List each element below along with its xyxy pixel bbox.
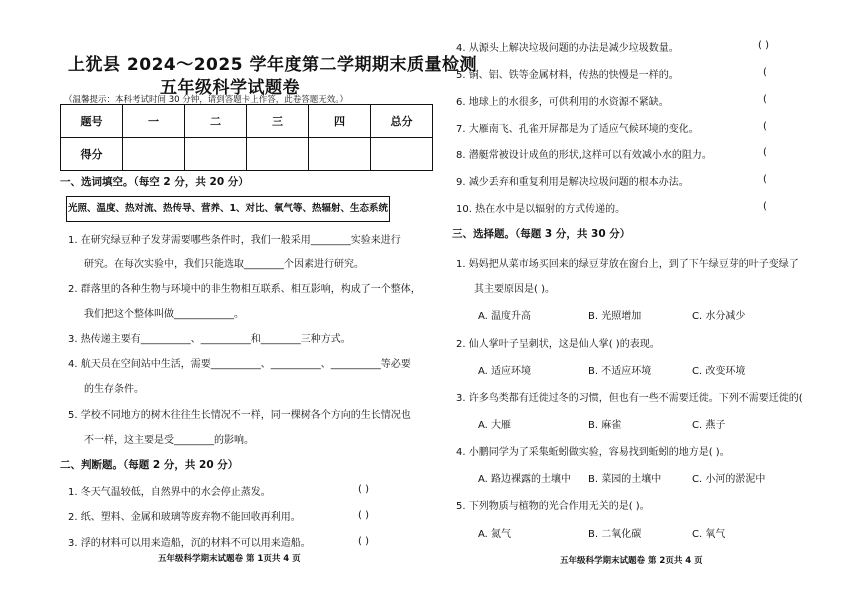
judge-question-10: 10. 热在水中是以辐射的方式传递的。 — [456, 204, 626, 215]
exam-title: 上犹县 2024～2025 学年度第二学期期末质量检测 — [68, 55, 477, 75]
choice-question-1-cont: 其主要原因是( )。 — [474, 284, 555, 295]
choice-3-option-b: B. 麻雀 — [588, 420, 622, 431]
answer-parentheses: ( — [763, 201, 767, 212]
judge-question-9: 9. 减少丢弃和重复利用是解决垃圾问题的根本办法。 — [456, 177, 689, 188]
score-cell — [309, 138, 371, 171]
score-cell — [123, 138, 185, 171]
judge-question-4: 4. 从源头上解决垃圾问题的办法是减少垃圾数量。 — [456, 43, 679, 54]
choice-1-option-b: B. 光照增加 — [588, 311, 642, 322]
judge-question-7: 7. 大雁南飞、孔雀开屏都是为了适应气候环境的变化。 — [456, 124, 699, 135]
exam-subtitle: 五年级科学试题卷 — [160, 78, 300, 98]
fill-question-3: 3. 热传递主要有__________、__________和________三种方式。 — [68, 334, 351, 345]
answer-parentheses: ( — [763, 147, 767, 158]
choice-5-option-c: C. 氧气 — [692, 529, 726, 540]
fill-question-5: 5. 学校不同地方的树木往往生长情况不一样，同一棵树各个方向的生长情况也 — [68, 410, 411, 421]
score-header-cell: 一 — [123, 105, 185, 138]
section-2-heading: 二、判断题。（每题 2 分，共 20 分） — [60, 459, 239, 471]
judge-question-6: 6. 地球上的水很多，可供利用的水资源不紧缺。 — [456, 97, 669, 108]
choice-3-option-a: A. 大雁 — [478, 420, 512, 431]
choice-question-5: 5. 下列物质与植物的光合作用无关的是( )。 — [456, 501, 650, 512]
answer-parentheses: ( — [763, 174, 767, 185]
judge-question-3: 3. 浮的材料可以用来造船，沉的材料不可以用来造船。 — [68, 538, 311, 549]
exam-hint: （温馨提示：本科考试时间 30 分钟，请到答题卡上作答，此卷答题无效。） — [64, 95, 348, 105]
answer-parentheses: ( ) — [758, 40, 769, 51]
score-row-label: 得分 — [61, 138, 123, 171]
fill-question-1: 1. 在研究绿豆种子发芽需要哪些条件时，我们一般采用________实验来进行 — [68, 235, 401, 246]
score-table-score-row — [61, 138, 433, 171]
fill-question-4: 4. 航天员在空间站中生活，需要__________、__________、__________等必要 — [68, 359, 411, 370]
fill-question-2: 2. 群落里的各种生物与环境中的非生物相互联系、相互影响，构成了一个整体， — [68, 284, 421, 295]
word-bank: 光照、温度、热对流、热传导、营养、1、对比、氧气等、热辐射、生态系统 — [66, 196, 390, 222]
judge-question-8: 8. 潜艇常被设计成鱼的形状,这样可以有效减小水的阻力。 — [456, 150, 712, 161]
choice-4-option-c: C. 小河的淤泥中 — [692, 474, 766, 485]
fill-question-2-cont: 我们把这个整体叫做____________。 — [84, 309, 244, 320]
score-header-cell: 题号 — [61, 105, 123, 138]
choice-1-option-c: C. 水分减少 — [692, 311, 746, 322]
choice-question-2: 2. 仙人掌叶子呈刺状，这是仙人掌( )的表现。 — [456, 339, 660, 350]
answer-parentheses: ( ) — [358, 484, 369, 495]
page-footer-left: 五年级科学期末试题卷 第 1页共 4 页 — [158, 554, 301, 564]
choice-2-option-c: C. 改变环境 — [692, 366, 746, 377]
choice-2-option-a: A. 适应环境 — [478, 366, 532, 377]
score-header-cell: 二 — [185, 105, 247, 138]
score-cell — [371, 138, 433, 171]
choice-5-option-b: B. 二氧化碳 — [588, 529, 642, 540]
judge-question-1: 1. 冬天气温较低，自然界中的水会停止蒸发。 — [68, 487, 271, 498]
fill-question-5-cont: 不一样，这主要是受________的影响。 — [84, 435, 254, 446]
score-header-cell: 四 — [309, 105, 371, 138]
choice-3-option-c: C. 燕子 — [692, 420, 726, 431]
answer-parentheses: ( ) — [358, 536, 369, 547]
fill-question-1-cont: 研究。在每次实验中，我们只能选取________个因素进行研究。 — [84, 259, 364, 270]
score-cell — [247, 138, 309, 171]
choice-question-3: 3. 许多鸟类都有迁徙过冬的习惯，但也有一些不需要迁徙。下列不需要迁徙的( — [456, 393, 803, 404]
answer-parentheses: ( — [763, 67, 767, 78]
choice-4-option-a: A. 路边裸露的土壤中 — [478, 474, 572, 485]
answer-parentheses: ( — [763, 94, 767, 105]
answer-parentheses: ( — [763, 121, 767, 132]
answer-parentheses: ( ) — [358, 510, 369, 521]
score-table-header-row — [61, 105, 433, 138]
choice-question-4: 4. 小鹏同学为了采集蚯蚓做实验，容易找到蚯蚓的地方是( )。 — [456, 447, 730, 458]
choice-4-option-b: B. 菜园的土壤中 — [588, 474, 662, 485]
choice-question-1: 1. 妈妈把从菜市场买回来的绿豆芽放在窗台上，到了下午绿豆芽的叶子变绿了 — [456, 259, 799, 270]
judge-question-2: 2. 纸、塑料、金属和玻璃等废弃物不能回收再利用。 — [68, 512, 301, 523]
page-footer-right: 五年级科学期末试题卷 第 2页共 4 页 — [560, 556, 703, 566]
score-table — [60, 104, 433, 171]
score-header-cell: 三 — [247, 105, 309, 138]
judge-question-5: 5. 铜、铝、铁等金属材料，传热的快慢是一样的。 — [456, 70, 679, 81]
score-cell — [185, 138, 247, 171]
fill-question-4-cont: 的生存条件。 — [84, 384, 144, 395]
choice-1-option-a: A. 温度升高 — [478, 311, 532, 322]
choice-2-option-b: B. 不适应环境 — [588, 366, 652, 377]
section-3-heading: 三、选择题。（每题 3 分，共 30 分） — [452, 228, 631, 240]
choice-5-option-a: A. 氮气 — [478, 529, 512, 540]
section-1-heading: 一、选词填空。（每空 2 分，共 20 分） — [60, 176, 249, 188]
score-header-cell: 总分 — [371, 105, 433, 138]
